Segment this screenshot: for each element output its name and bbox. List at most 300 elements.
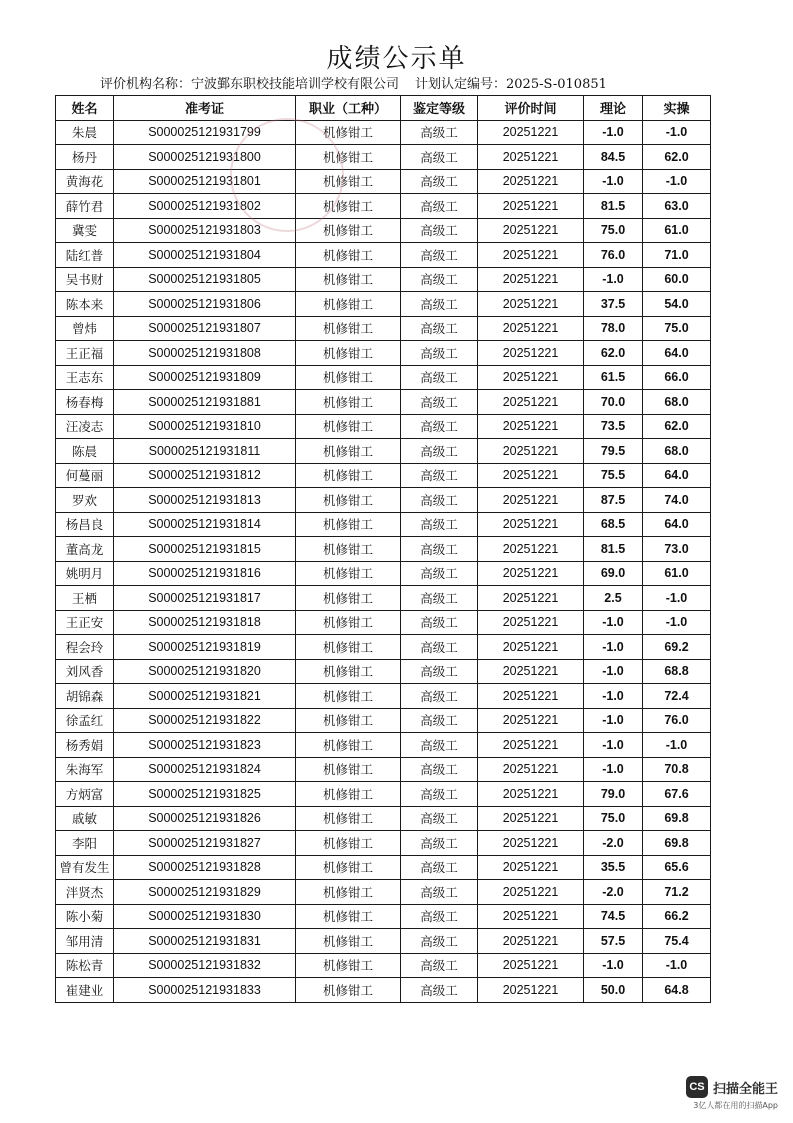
cell-level: 高级工	[401, 120, 478, 145]
cell-theory: 73.5	[584, 414, 643, 439]
cell-ticket-number: S000025121931820	[114, 659, 296, 684]
cell-practice: 61.0	[643, 561, 711, 586]
table-row	[56, 561, 711, 586]
cell-eval-date: 20251221	[478, 831, 584, 856]
cell-eval-date: 20251221	[478, 806, 584, 831]
scanner-watermark	[686, 1076, 778, 1111]
watermark-app-name: 扫描全能王	[712, 1081, 778, 1097]
plan-number: 计划认定编号：2025-S-010851	[415, 77, 607, 92]
cell-name: 朱海军	[56, 757, 114, 782]
cell-occupation: 机修钳工	[296, 439, 401, 464]
cell-name: 程会玲	[56, 635, 114, 660]
cell-theory: -1.0	[584, 733, 643, 758]
cell-ticket-number: S000025121931809	[114, 365, 296, 390]
cell-ticket-number: S000025121931831	[114, 929, 296, 954]
cell-theory: 57.5	[584, 929, 643, 954]
cell-occupation: 机修钳工	[296, 806, 401, 831]
cell-level: 高级工	[401, 488, 478, 513]
cell-theory: -1.0	[584, 708, 643, 733]
cell-name: 方炳富	[56, 782, 114, 807]
table-row	[56, 953, 711, 978]
table-row	[56, 414, 711, 439]
cell-occupation: 机修钳工	[296, 757, 401, 782]
cell-ticket-number: S000025121931815	[114, 537, 296, 562]
cell-name: 陈小菊	[56, 904, 114, 929]
table-row	[56, 243, 711, 268]
cell-name: 王正福	[56, 341, 114, 366]
cell-practice: 66.2	[643, 904, 711, 929]
cell-eval-date: 20251221	[478, 586, 584, 611]
cell-ticket-number: S000025121931828	[114, 855, 296, 880]
cell-eval-date: 20251221	[478, 243, 584, 268]
cell-practice: -1.0	[643, 169, 711, 194]
cell-theory: 74.5	[584, 904, 643, 929]
cell-level: 高级工	[401, 145, 478, 170]
cell-practice: 75.0	[643, 316, 711, 341]
cell-eval-date: 20251221	[478, 341, 584, 366]
cell-eval-date: 20251221	[478, 708, 584, 733]
cell-occupation: 机修钳工	[296, 904, 401, 929]
cell-occupation: 机修钳工	[296, 316, 401, 341]
cell-occupation: 机修钳工	[296, 243, 401, 268]
cell-name: 朱晨	[56, 120, 114, 145]
table-row	[56, 365, 711, 390]
cell-theory: 81.5	[584, 537, 643, 562]
cell-practice: 64.0	[643, 341, 711, 366]
cell-name: 杨春梅	[56, 390, 114, 415]
cell-level: 高级工	[401, 953, 478, 978]
table-row	[56, 659, 711, 684]
cell-level: 高级工	[401, 561, 478, 586]
cell-theory: -2.0	[584, 831, 643, 856]
table-row	[56, 120, 711, 145]
cell-theory: 75.0	[584, 806, 643, 831]
cell-name: 罗欢	[56, 488, 114, 513]
cell-practice: -1.0	[643, 733, 711, 758]
cell-eval-date: 20251221	[478, 512, 584, 537]
cell-occupation: 机修钳工	[296, 929, 401, 954]
cell-name: 曾有发生	[56, 855, 114, 880]
cell-theory: -1.0	[584, 659, 643, 684]
cell-name: 崔建业	[56, 978, 114, 1003]
watermark-tagline: 3亿人都在用的扫描App	[693, 1101, 778, 1110]
cell-eval-date: 20251221	[478, 463, 584, 488]
cell-level: 高级工	[401, 610, 478, 635]
cell-eval-date: 20251221	[478, 978, 584, 1003]
cell-name: 黄海花	[56, 169, 114, 194]
cell-occupation: 机修钳工	[296, 414, 401, 439]
cell-level: 高级工	[401, 414, 478, 439]
cell-theory: 79.0	[584, 782, 643, 807]
cell-ticket-number: S000025121931801	[114, 169, 296, 194]
cell-ticket-number: S000025121931821	[114, 684, 296, 709]
cell-theory: 61.5	[584, 365, 643, 390]
cell-level: 高级工	[401, 684, 478, 709]
cell-eval-date: 20251221	[478, 414, 584, 439]
cell-ticket-number: S000025121931803	[114, 218, 296, 243]
cell-level: 高级工	[401, 194, 478, 219]
cell-occupation: 机修钳工	[296, 488, 401, 513]
cell-name: 王志东	[56, 365, 114, 390]
cell-ticket-number: S000025121931816	[114, 561, 296, 586]
cell-level: 高级工	[401, 169, 478, 194]
table-row	[56, 341, 711, 366]
cell-ticket-number: S000025121931822	[114, 708, 296, 733]
cell-practice: 63.0	[643, 194, 711, 219]
cell-ticket-number: S000025121931808	[114, 341, 296, 366]
cell-eval-date: 20251221	[478, 953, 584, 978]
cell-eval-date: 20251221	[478, 145, 584, 170]
score-table	[55, 95, 711, 1003]
cell-occupation: 机修钳工	[296, 635, 401, 660]
cell-theory: 69.0	[584, 561, 643, 586]
header-name: 姓名	[56, 96, 114, 121]
cell-level: 高级工	[401, 537, 478, 562]
table-row	[56, 512, 711, 537]
evaluation-org: 评价机构名称：宁波鄞东职校技能培训学校有限公司	[100, 77, 400, 92]
cell-practice: 69.8	[643, 806, 711, 831]
cell-practice: 60.0	[643, 267, 711, 292]
cell-theory: 50.0	[584, 978, 643, 1003]
cell-name: 杨昌良	[56, 512, 114, 537]
table-row	[56, 292, 711, 317]
cell-level: 高级工	[401, 978, 478, 1003]
cell-practice: 71.0	[643, 243, 711, 268]
cell-name: 戚敏	[56, 806, 114, 831]
cell-level: 高级工	[401, 267, 478, 292]
cell-practice: 72.4	[643, 684, 711, 709]
cell-level: 高级工	[401, 929, 478, 954]
cell-occupation: 机修钳工	[296, 561, 401, 586]
cell-name: 陈晨	[56, 439, 114, 464]
cell-ticket-number: S000025121931800	[114, 145, 296, 170]
cell-theory: -1.0	[584, 635, 643, 660]
cell-level: 高级工	[401, 341, 478, 366]
cell-ticket-number: S000025121931813	[114, 488, 296, 513]
cell-ticket-number: S000025121931825	[114, 782, 296, 807]
cell-name: 冀雯	[56, 218, 114, 243]
cell-eval-date: 20251221	[478, 537, 584, 562]
cell-eval-date: 20251221	[478, 635, 584, 660]
cell-ticket-number: S000025121931802	[114, 194, 296, 219]
cell-occupation: 机修钳工	[296, 855, 401, 880]
table-row	[56, 831, 711, 856]
cell-ticket-number: S000025121931799	[114, 120, 296, 145]
cell-practice: 74.0	[643, 488, 711, 513]
table-row	[56, 855, 711, 880]
cell-practice: 71.2	[643, 880, 711, 905]
cell-ticket-number: S000025121931812	[114, 463, 296, 488]
cell-name: 刘风香	[56, 659, 114, 684]
header-practice: 实操	[643, 96, 711, 121]
cell-name: 王正安	[56, 610, 114, 635]
cell-ticket-number: S000025121931810	[114, 414, 296, 439]
cell-name: 杨秀娟	[56, 733, 114, 758]
cell-eval-date: 20251221	[478, 610, 584, 635]
cell-practice: 65.6	[643, 855, 711, 880]
cell-practice: 64.0	[643, 512, 711, 537]
cell-theory: 35.5	[584, 855, 643, 880]
cell-name: 杨丹	[56, 145, 114, 170]
cell-theory: -1.0	[584, 169, 643, 194]
header-eval-date: 评价时间	[478, 96, 584, 121]
cell-eval-date: 20251221	[478, 390, 584, 415]
cell-ticket-number: S000025121931814	[114, 512, 296, 537]
table-row	[56, 978, 711, 1003]
cell-level: 高级工	[401, 880, 478, 905]
cell-practice: 73.0	[643, 537, 711, 562]
cell-occupation: 机修钳工	[296, 659, 401, 684]
cell-theory: -1.0	[584, 120, 643, 145]
cell-theory: 68.5	[584, 512, 643, 537]
table-row	[56, 537, 711, 562]
cell-occupation: 机修钳工	[296, 733, 401, 758]
cell-occupation: 机修钳工	[296, 978, 401, 1003]
cell-eval-date: 20251221	[478, 929, 584, 954]
cell-ticket-number: S000025121931804	[114, 243, 296, 268]
cell-practice: 62.0	[643, 414, 711, 439]
cell-name: 曾炜	[56, 316, 114, 341]
cell-theory: 79.5	[584, 439, 643, 464]
cell-level: 高级工	[401, 831, 478, 856]
cell-eval-date: 20251221	[478, 120, 584, 145]
cell-level: 高级工	[401, 463, 478, 488]
cell-practice: 75.4	[643, 929, 711, 954]
cell-practice: 64.8	[643, 978, 711, 1003]
table-row	[56, 267, 711, 292]
cell-practice: -1.0	[643, 586, 711, 611]
cell-occupation: 机修钳工	[296, 145, 401, 170]
cell-name: 胡锦森	[56, 684, 114, 709]
cell-occupation: 机修钳工	[296, 953, 401, 978]
cell-eval-date: 20251221	[478, 316, 584, 341]
cell-practice: 76.0	[643, 708, 711, 733]
cell-practice: -1.0	[643, 610, 711, 635]
cell-level: 高级工	[401, 757, 478, 782]
table-row	[56, 684, 711, 709]
cell-level: 高级工	[401, 806, 478, 831]
cell-occupation: 机修钳工	[296, 880, 401, 905]
cell-occupation: 机修钳工	[296, 194, 401, 219]
cell-practice: 66.0	[643, 365, 711, 390]
cell-occupation: 机修钳工	[296, 684, 401, 709]
table-row	[56, 757, 711, 782]
cell-level: 高级工	[401, 904, 478, 929]
table-row	[56, 439, 711, 464]
cell-eval-date: 20251221	[478, 855, 584, 880]
cell-theory: -1.0	[584, 267, 643, 292]
cell-theory: 75.0	[584, 218, 643, 243]
cell-occupation: 机修钳工	[296, 831, 401, 856]
cell-occupation: 机修钳工	[296, 390, 401, 415]
cell-eval-date: 20251221	[478, 904, 584, 929]
cell-name: 薛竹君	[56, 194, 114, 219]
table-row	[56, 806, 711, 831]
cell-ticket-number: S000025121931832	[114, 953, 296, 978]
cell-practice: 61.0	[643, 218, 711, 243]
cell-level: 高级工	[401, 782, 478, 807]
cell-level: 高级工	[401, 390, 478, 415]
cell-occupation: 机修钳工	[296, 463, 401, 488]
table-row	[56, 463, 711, 488]
cell-name: 董高龙	[56, 537, 114, 562]
cell-occupation: 机修钳工	[296, 512, 401, 537]
cell-eval-date: 20251221	[478, 267, 584, 292]
cell-practice: 67.6	[643, 782, 711, 807]
subtitle-line	[100, 73, 607, 92]
cell-occupation: 机修钳工	[296, 586, 401, 611]
table-row	[56, 316, 711, 341]
table-row	[56, 488, 711, 513]
table-row	[56, 708, 711, 733]
cell-name: 陈本来	[56, 292, 114, 317]
cell-level: 高级工	[401, 708, 478, 733]
cell-practice: -1.0	[643, 953, 711, 978]
table-row	[56, 145, 711, 170]
cell-occupation: 机修钳工	[296, 537, 401, 562]
cell-theory: 70.0	[584, 390, 643, 415]
table-row	[56, 390, 711, 415]
cell-ticket-number: S000025121931817	[114, 586, 296, 611]
cell-eval-date: 20251221	[478, 194, 584, 219]
cell-eval-date: 20251221	[478, 782, 584, 807]
cell-level: 高级工	[401, 365, 478, 390]
cell-theory: 2.5	[584, 586, 643, 611]
header-ticket-number: 准考证	[114, 96, 296, 121]
cell-theory: 37.5	[584, 292, 643, 317]
cell-ticket-number: S000025121931829	[114, 880, 296, 905]
cell-theory: -1.0	[584, 757, 643, 782]
cell-name: 邹用清	[56, 929, 114, 954]
cell-ticket-number: S000025121931830	[114, 904, 296, 929]
cell-ticket-number: S000025121931827	[114, 831, 296, 856]
cell-name: 徐孟红	[56, 708, 114, 733]
cell-occupation: 机修钳工	[296, 292, 401, 317]
table-row	[56, 782, 711, 807]
cell-occupation: 机修钳工	[296, 341, 401, 366]
cell-name: 姚明月	[56, 561, 114, 586]
table-row	[56, 929, 711, 954]
cell-theory: 87.5	[584, 488, 643, 513]
table-row	[56, 904, 711, 929]
cell-theory: -1.0	[584, 610, 643, 635]
header-occupation: 职业（工种）	[296, 96, 401, 121]
cell-practice: 68.0	[643, 390, 711, 415]
cell-name: 何蔓丽	[56, 463, 114, 488]
cell-level: 高级工	[401, 512, 478, 537]
cell-occupation: 机修钳工	[296, 267, 401, 292]
cell-name: 汪凌志	[56, 414, 114, 439]
cell-ticket-number: S000025121931805	[114, 267, 296, 292]
cell-eval-date: 20251221	[478, 880, 584, 905]
cell-eval-date: 20251221	[478, 659, 584, 684]
cell-level: 高级工	[401, 659, 478, 684]
table-row	[56, 169, 711, 194]
cell-occupation: 机修钳工	[296, 610, 401, 635]
table-header-row	[56, 96, 711, 121]
cell-ticket-number: S000025121931806	[114, 292, 296, 317]
cell-practice: 62.0	[643, 145, 711, 170]
cell-eval-date: 20251221	[478, 218, 584, 243]
cell-level: 高级工	[401, 316, 478, 341]
cell-level: 高级工	[401, 635, 478, 660]
cell-occupation: 机修钳工	[296, 782, 401, 807]
cell-ticket-number: S000025121931881	[114, 390, 296, 415]
cell-ticket-number: S000025121931818	[114, 610, 296, 635]
cell-eval-date: 20251221	[478, 561, 584, 586]
cell-eval-date: 20251221	[478, 169, 584, 194]
table-row	[56, 635, 711, 660]
cell-practice: -1.0	[643, 120, 711, 145]
cell-practice: 69.2	[643, 635, 711, 660]
cell-theory: -1.0	[584, 953, 643, 978]
cell-practice: 68.8	[643, 659, 711, 684]
cell-level: 高级工	[401, 733, 478, 758]
cell-name: 陈松青	[56, 953, 114, 978]
cell-theory: 76.0	[584, 243, 643, 268]
cell-ticket-number: S000025121931807	[114, 316, 296, 341]
cell-eval-date: 20251221	[478, 365, 584, 390]
cell-theory: 78.0	[584, 316, 643, 341]
cell-eval-date: 20251221	[478, 733, 584, 758]
cell-name: 泮贤杰	[56, 880, 114, 905]
cell-theory: 62.0	[584, 341, 643, 366]
cell-theory: 81.5	[584, 194, 643, 219]
cell-occupation: 机修钳工	[296, 120, 401, 145]
cell-theory: -2.0	[584, 880, 643, 905]
cell-occupation: 机修钳工	[296, 169, 401, 194]
cell-name: 王栖	[56, 586, 114, 611]
cell-ticket-number: S000025121931826	[114, 806, 296, 831]
cell-eval-date: 20251221	[478, 757, 584, 782]
cell-eval-date: 20251221	[478, 684, 584, 709]
cell-ticket-number: S000025121931811	[114, 439, 296, 464]
cell-theory: 84.5	[584, 145, 643, 170]
cell-ticket-number: S000025121931833	[114, 978, 296, 1003]
table-row	[56, 194, 711, 219]
cell-level: 高级工	[401, 439, 478, 464]
cell-ticket-number: S000025121931823	[114, 733, 296, 758]
table-row	[56, 733, 711, 758]
table-row	[56, 218, 711, 243]
table-row	[56, 586, 711, 611]
table-row	[56, 880, 711, 905]
cell-practice: 69.8	[643, 831, 711, 856]
cell-occupation: 机修钳工	[296, 708, 401, 733]
cell-practice: 68.0	[643, 439, 711, 464]
header-level: 鉴定等级	[401, 96, 478, 121]
cell-practice: 54.0	[643, 292, 711, 317]
cell-level: 高级工	[401, 243, 478, 268]
camscanner-logo-icon: CS	[686, 1076, 708, 1098]
table-row	[56, 610, 711, 635]
cell-theory: -1.0	[584, 684, 643, 709]
cell-theory: 75.5	[584, 463, 643, 488]
cell-eval-date: 20251221	[478, 488, 584, 513]
cell-practice: 64.0	[643, 463, 711, 488]
cell-occupation: 机修钳工	[296, 365, 401, 390]
page-title: 成绩公示单	[326, 44, 467, 74]
cell-level: 高级工	[401, 855, 478, 880]
cell-eval-date: 20251221	[478, 439, 584, 464]
cell-eval-date: 20251221	[478, 292, 584, 317]
cell-level: 高级工	[401, 586, 478, 611]
cell-ticket-number: S000025121931824	[114, 757, 296, 782]
header-theory: 理论	[584, 96, 643, 121]
cell-practice: 70.8	[643, 757, 711, 782]
cell-occupation: 机修钳工	[296, 218, 401, 243]
cell-name: 吴书财	[56, 267, 114, 292]
